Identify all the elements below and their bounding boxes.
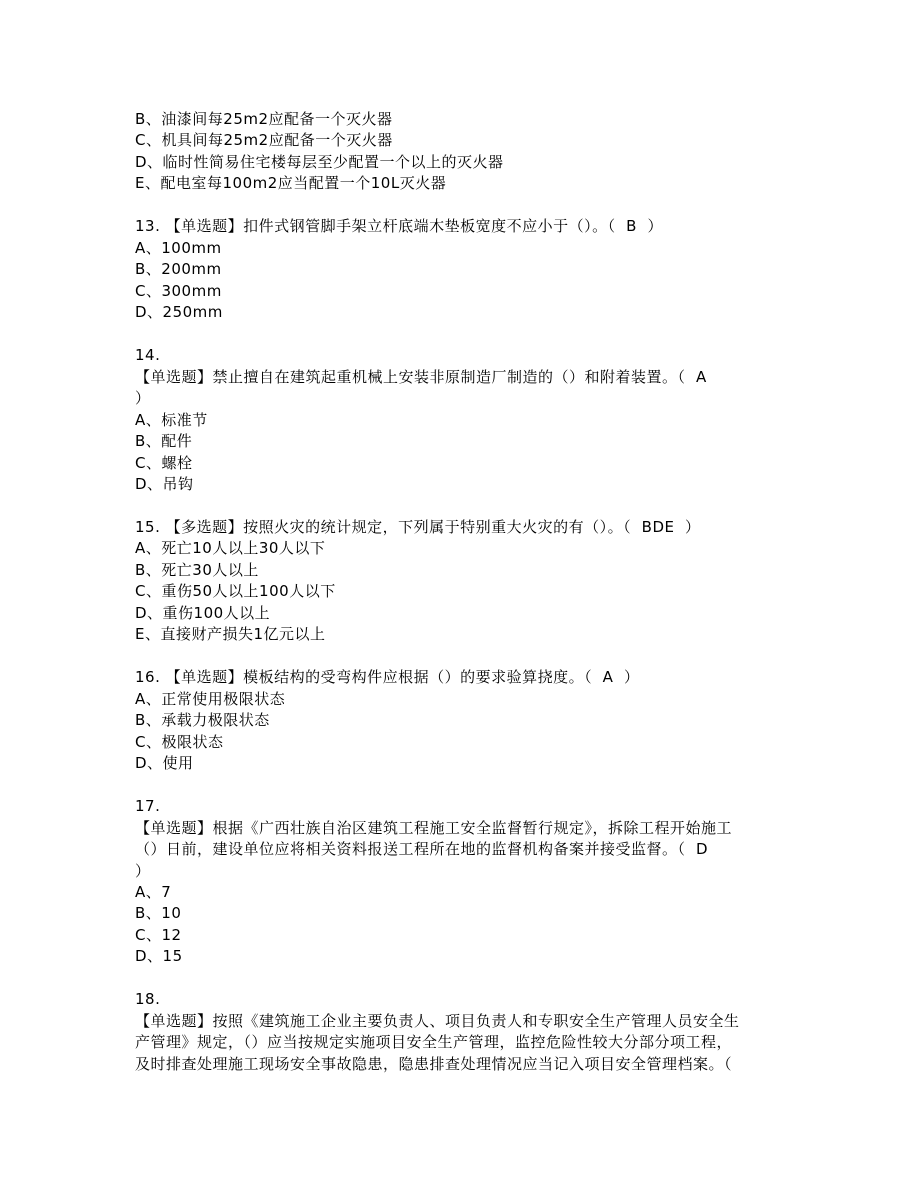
q15-stem: 15. 【多选题】按照火灾的统计规定，下列属于特别重大火灾的有（）。（ BDE ） — [135, 518, 701, 536]
q14-option-d: D、吊钩 — [135, 475, 194, 493]
q16-option-a: A、正常使用极限状态 — [135, 690, 286, 708]
q17-option-d: D、15 — [135, 947, 183, 965]
q12-option-e: E、配电室每100m2应当配置一个10L灭火器 — [135, 174, 447, 192]
q14-option-a: A、标准节 — [135, 411, 208, 429]
q17-option-a: A、7 — [135, 883, 172, 901]
q17-stem-cont: （）日前，建设单位应将相关资料报送工程所在地的监督机构备案并接受监督。（ D — [135, 840, 709, 858]
q15-option-a: A、死亡10人以上30人以下 — [135, 539, 326, 557]
q17-stem: 【单选题】根据《广西壮族自治区建筑工程施工安全监督暂行规定》，拆除工程开始施工 — [135, 819, 733, 837]
q18-stem-cont-2: 及时排查处理施工现场安全事故隐患，隐患排查处理情况应当记入项目安全管理档案。（ — [135, 1055, 733, 1073]
q12-option-b: B、油漆间每25m2应配备一个灭火器 — [135, 110, 393, 128]
q15-option-c: C、重伤50人以上100人以下 — [135, 582, 336, 600]
q16-option-b: B、承载力极限状态 — [135, 711, 270, 729]
q12-option-c: C、机具间每25m2应配备一个灭火器 — [135, 131, 393, 149]
q13-option-c: C、300mm — [135, 282, 222, 300]
q14-option-b: B、配件 — [135, 432, 193, 450]
q16-option-c: C、极限状态 — [135, 733, 224, 751]
q17-option-b: B、10 — [135, 904, 182, 922]
q18-stem: 【单选题】按照《建筑施工企业主要负责人、项目负责人和专职安全生产管理人员安全生 — [135, 1012, 740, 1030]
q13-option-b: B、200mm — [135, 260, 222, 278]
q16-stem: 16. 【单选题】模板结构的受弯构件应根据（）的要求验算挠度。（ A ） — [135, 668, 640, 686]
q14-stem-end: ） — [135, 389, 151, 407]
q17-option-c: C、12 — [135, 926, 182, 944]
q14-number: 14. — [135, 346, 161, 364]
q15-option-d: D、重伤100人以上 — [135, 604, 271, 622]
q15-option-e: E、直接财产损失1亿元以上 — [135, 625, 326, 643]
q15-option-b: B、死亡30人以上 — [135, 561, 259, 579]
q17-stem-end: ） — [135, 862, 151, 880]
q17-number: 17. — [135, 797, 161, 815]
q13-stem: 13. 【单选题】扣件式钢管脚手架立杆底端木垫板宽度不应小于（）。（ B ） — [135, 217, 663, 235]
q13-option-a: A、100mm — [135, 239, 222, 257]
q16-option-d: D、使用 — [135, 754, 194, 772]
q18-stem-cont: 产管理》规定，（）应当按规定实施项目安全生产管理，监控危险性较大分部分项工程， — [135, 1033, 733, 1051]
q13-option-d: D、250mm — [135, 303, 223, 321]
q18-number: 18. — [135, 990, 161, 1008]
q14-stem: 【单选题】禁止擅自在建筑起重机械上安装非原制造厂制造的（）和附着装置。（ A — [135, 368, 707, 386]
q14-option-c: C、螺栓 — [135, 454, 193, 472]
q12-option-d: D、临时性简易住宅楼每层至少配置一个以上的灭火器 — [135, 153, 504, 171]
